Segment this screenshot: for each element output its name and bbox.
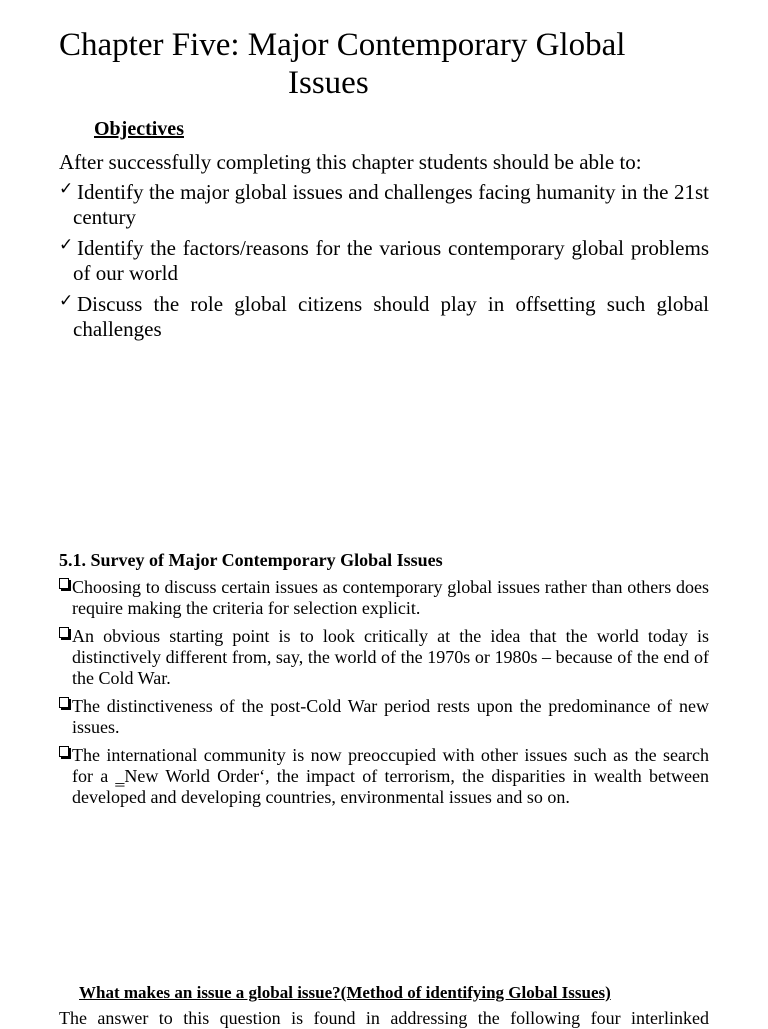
check-icon: ✓ [59, 179, 74, 199]
survey-item [59, 696, 709, 738]
box-bullet-icon [59, 627, 69, 638]
survey-item [59, 577, 709, 619]
survey-list [59, 577, 709, 815]
box-bullet-icon [59, 578, 69, 589]
objective-text: Discuss the role global citizens should play in offsetting such global challenges [73, 292, 709, 341]
survey-text: The international community is now preoccupied with other issues such as the search for a ‗New World Order‘, the impact of terrorism, the disparities in wealth between developed and developing countries, environmental issues and so on. [72, 745, 709, 807]
check-icon: ✓ [59, 291, 74, 311]
objectives-heading: Objectives [94, 118, 184, 140]
objective-text: Identify the major global issues and challenges facing humanity in the 21st century [73, 180, 709, 229]
survey-item [59, 745, 709, 808]
chapter-title-line2: Issues [288, 65, 369, 101]
survey-heading: 5.1. Survey of Major Contemporary Global Issues [59, 550, 443, 570]
objective-item [59, 292, 709, 342]
check-icon: ✓ [59, 235, 74, 255]
survey-text: An obvious starting point is to look critically at the idea that the world today is distinctively different from, say, the world of the 1970s or 1980s – because of the end of the Cold War. [72, 626, 709, 688]
objectives-intro: After successfully completing this chapter students should be able to: [59, 150, 642, 174]
global-issue-answer: The answer to this question is found in addressing the following four interlinked [59, 1008, 709, 1028]
box-bullet-icon [59, 697, 69, 708]
objective-text: Identify the factors/reasons for the various contemporary global problems of our world [73, 236, 709, 285]
chapter-title [59, 26, 679, 102]
survey-text: Choosing to discuss certain issues as contemporary global issues rather than others does require making the criteria for selection explicit. [72, 577, 709, 618]
chapter-title-line1: Chapter Five: Major Contemporary Global [59, 27, 626, 63]
global-issue-heading: What makes an issue a global issue?(Method of identifying Global Issues) [79, 983, 611, 1002]
objective-item [59, 180, 709, 230]
objectives-list [59, 180, 709, 348]
survey-text: The distinctiveness of the post-Cold War period rests upon the predominance of new issues. [72, 696, 709, 737]
survey-item [59, 626, 709, 689]
box-bullet-icon [59, 746, 69, 757]
objective-item [59, 236, 709, 286]
